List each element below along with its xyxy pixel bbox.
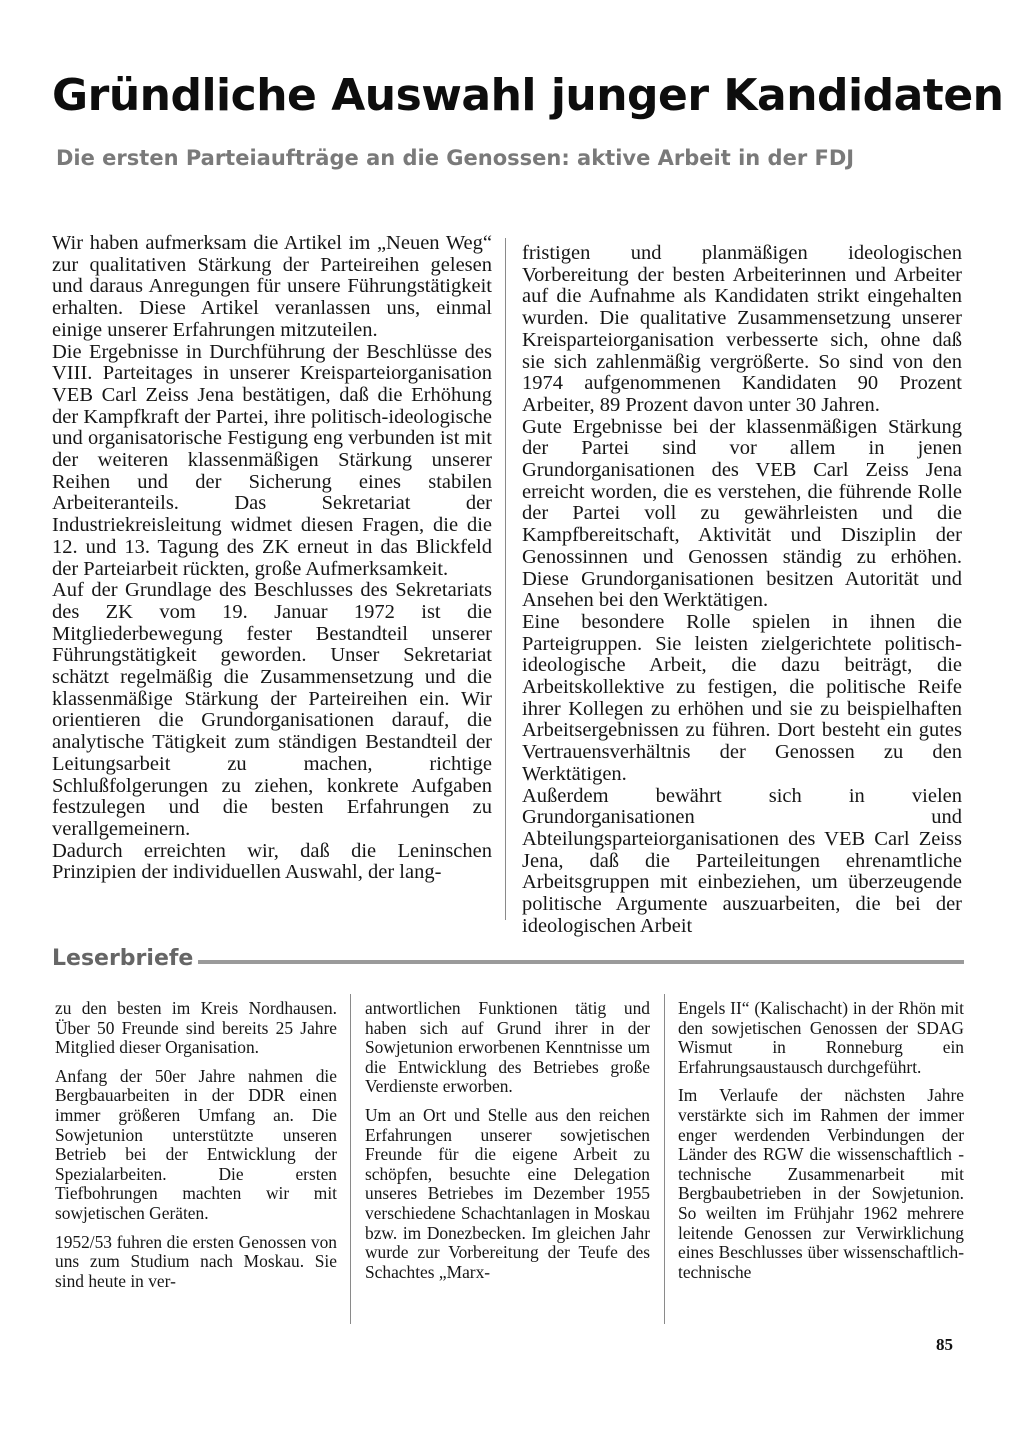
article-column-1 bbox=[52, 233, 492, 884]
letters-paragraph: Um an Ort und Stelle aus den reichen Erfahrungen unserer sowjetischen Freunde für die eigene Arbeit zu schöpfen, besuchte eine Delegation unseres Betriebes im Dezember 1955 verschiedene Schachtanlagen in Moskau bzw. im Donezbecken. Im gleichen Jahr wurde zur Vorbereitung der Teufe des Schachtes „Marx- bbox=[365, 1104, 650, 1282]
article-title: Gründliche Auswahl junger Kandidaten bbox=[52, 70, 1004, 121]
page-number: 85 bbox=[936, 1335, 953, 1354]
letters-paragraph: 1952/53 fuhren die ersten Genossen von uns zum Studium nach Moskau. Sie sind heute in ver- bbox=[55, 1231, 337, 1291]
article-paragraph: fristigen und planmäßigen ideologischen Vorbereitung der besten Arbeiterinnen und Arbeiter auf die Aufnahme als Kandidaten strikt eingehalten wurden. Die qualitative Zusammensetzung unserer Kreisparteiorganisation verbesserte sich, ohne daß sie sich zahlenmäßig vergrößerte. So sind von den 1974 aufgenommenen Kandidaten 90 Prozent Arbeiter, 89 Prozent davon unter 30 Jahren. bbox=[522, 242, 962, 416]
article-paragraph: Dadurch erreichten wir, daß die Leninschen Prinzipien der individuellen Auswahl, der lang- bbox=[52, 839, 492, 884]
article-paragraph: Eine besondere Rolle spielen in ihnen die Parteigruppen. Sie leisten zielgerichtete politisch-ideologische Arbeit, die dazu beiträgt, die Arbeitskollektive zu festigen, die politische Reife ihrer Kollegen zu erhöhen und sie zu beispielhaften Arbeitsergebnissen zu führen. Dort besteht ein gutes Vertrauensverhältnis der Genossen zu den Werktätigen. bbox=[522, 610, 962, 785]
letters-paragraph: Engels II“ (Kalischacht) in der Rhön mit den sowjetischen Genossen der SDAG Wismut in Ronneburg ein Erfahrungsaustausch durchgeführt. bbox=[678, 998, 964, 1077]
article-paragraph: Auf der Grundlage des Beschlusses des Sekretariats des ZK vom 19. Januar 1972 ist die Mitgliederbewegung fester Bestandteil unserer Führungstätigkeit geworden. Unser Sekretariat schätzt regelmäßig die Zusammensetzung und die klassenmäßige Stärkung der Parteireihen ein. Wir orientieren die Grundorganisationen darauf, die analytische Tätigkeit zum ständigen Bestandteil der Leitungsarbeit zu machen, richtige Schlußfolgerungen zu ziehen, konkrete Aufgaben festzulegen und die besten Erfahrungen zu verallgemeinern. bbox=[52, 579, 492, 840]
article-subtitle: Die ersten Parteiaufträge an die Genossen: aktive Arbeit in der FDJ bbox=[56, 146, 855, 170]
article-column-2 bbox=[522, 243, 962, 938]
letters-paragraph: Im Verlaufe der nächsten Jahre verstärkte sich im Rahmen der immer enger werdenden Verbindungen der Länder des RGW die wissenschaftlich - technische Zusammenarbeit mit Bergbaubetrieben in der Sowjetunion. So weilten im Frühjahr 1962 mehrere leitende Genossen zur Verwirklichung eines Beschlusses über wissenschaftlich-technische bbox=[678, 1085, 964, 1282]
article-paragraph: Die Ergebnisse in Durchführung der Beschlüsse des VIII. Parteitages in unserer Kreisparteiorganisation VEB Carl Zeiss Jena bestätigen, daß die Erhöhung der Kampfkraft der Partei, ihre politisch-ideologische und organisatorische Festigung eng verbunden ist mit der weiteren klassenmäßigen Stärkung unserer Reihen und der Sicherung eines stabilen Arbeiteranteils. Das Sekretariat der Industriekreisleitung widmet diesen Fragen, die die 12. und 13. Tagung des ZK erneut in das Blickfeld der Parteiarbeit rückten, große Aufmerksamkeit. bbox=[52, 340, 492, 580]
letters-paragraph: antwortlichen Funktionen tätig und haben sich auf Grund ihrer in der Sowjetunion erworbenen Kenntnisse um die Entwicklung des Betriebes große Verdienste erworben. bbox=[365, 998, 650, 1097]
letters-paragraph: Anfang der 50er Jahre nahmen die Bergbauarbeiten in der DDR einen immer größeren Umfang an. Die Sowjetunion unterstützte unseren Betrieb bei der Entwicklung der Spezialarbeiten. Die ersten Tiefbohrungen machten wir mit sowjetischen Geräten. bbox=[55, 1065, 337, 1223]
letters-column-2 bbox=[365, 999, 650, 1282]
column-divider bbox=[505, 238, 506, 920]
article-paragraph: Wir haben aufmerksam die Artikel im „Neuen Weg“ zur qualitativen Stärkung der Parteireihen gelesen und daraus Anregungen für unsere Führungstätigkeit erhalten. Diese Artikel veranlassen uns, einmal einige unserer Erfahrungen mitzuteilen. bbox=[52, 232, 492, 341]
article-paragraph: Gute Ergebnisse bei der klassenmäßigen Stärkung der Partei sind vor allem in jenen Grundorganisationen des VEB Carl Zeiss Jena erreicht worden, die es verstehen, die führende Rolle der Partei voll zu gewährleisten und die Kampfbereitschaft, Aktivität und Disziplin der Genossinnen und Genossen ständig zu erhöhen. Diese Grundorganisationen besitzen Autorität und Ansehen bei den Werktätigen. bbox=[522, 415, 962, 612]
letters-column-1 bbox=[55, 999, 337, 1291]
section-rule bbox=[198, 960, 964, 964]
article-paragraph: Außerdem bewährt sich in vielen Grundorganisationen und Abteilungsparteiorganisationen des VEB Carl Zeiss Jena, daß die Parteileitungen ehrenamtliche Arbeitsgruppen mit einbeziehen, um überzeugende politische Argumente auszuarbeiten, die bei der ideologischen Arbeit bbox=[522, 784, 962, 937]
column-divider bbox=[664, 994, 665, 1324]
section-heading-leserbriefe: Leserbriefe bbox=[52, 946, 194, 971]
column-divider bbox=[350, 994, 351, 1324]
letters-column-3 bbox=[678, 999, 964, 1282]
letters-paragraph: zu den besten im Kreis Nordhausen. Über 50 Freunde sind bereits 25 Jahre Mitglied dieser Organisation. bbox=[55, 998, 337, 1058]
